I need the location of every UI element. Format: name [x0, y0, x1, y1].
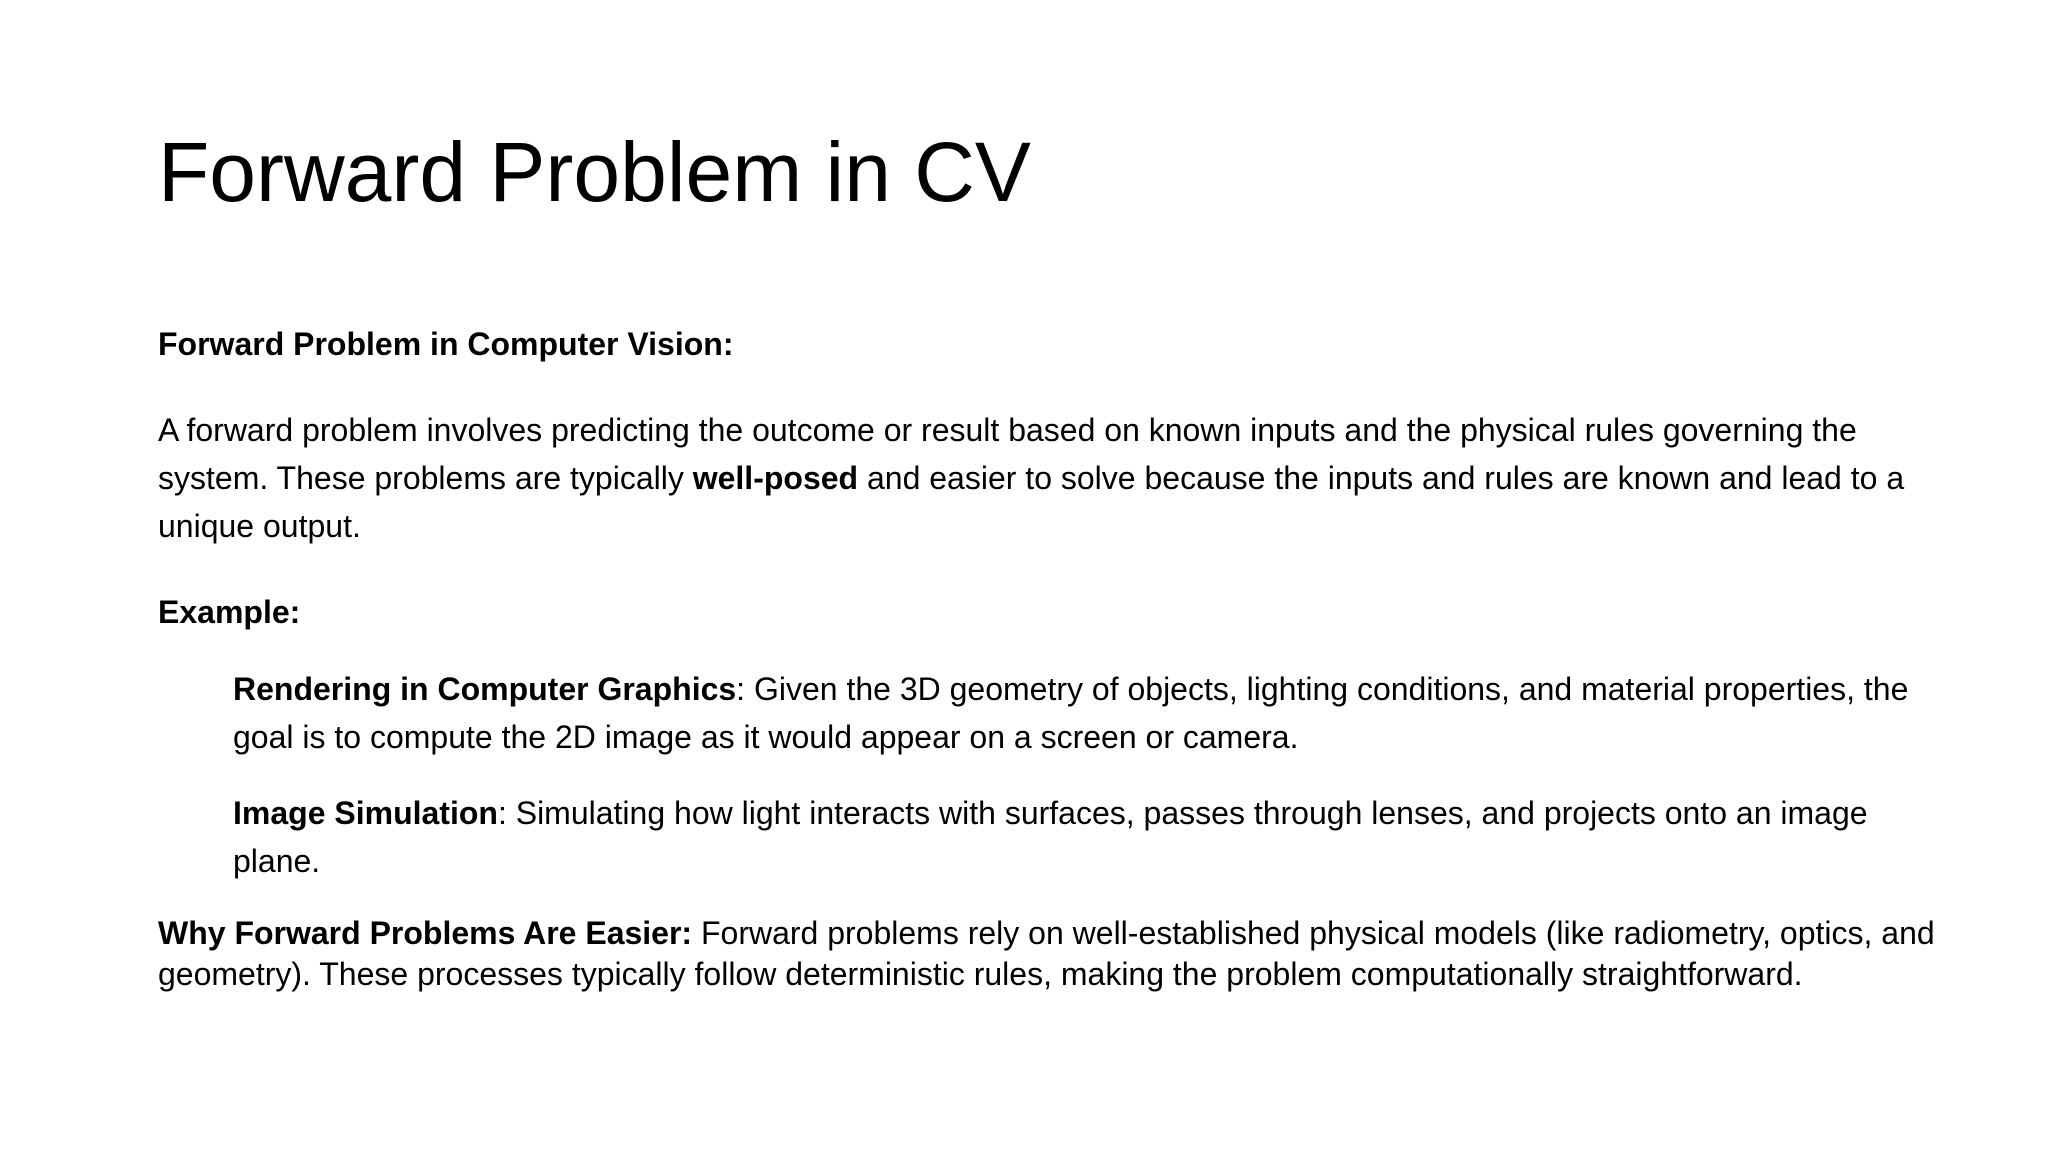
example-item-rendering: [233, 665, 1938, 761]
definition-paragraph: [158, 406, 1938, 550]
slide-body: [158, 320, 1938, 995]
example-text: : Given the 3D geometry of objects, lighting conditions, and material properties, the goal is to compute the 2D image as it would appear on a screen or camera.: [233, 671, 1909, 755]
slide-title: Forward Problem in CV: [158, 125, 1031, 219]
example-term: Image Simulation: [233, 795, 498, 831]
example-text: : Simulating how light interacts with surfaces, passes through lenses, and projects onto an image plane.: [233, 795, 1868, 879]
why-text: Forward problems rely on well-established physical models (like radiometry, optics, and geometry). These processes typically follow deterministic rules, making the problem computationally straightforward.: [158, 915, 1935, 992]
example-item-simulation: [233, 789, 1938, 885]
why-term: Why Forward Problems Are Easier:: [158, 915, 693, 951]
section-heading: Forward Problem in Computer Vision:: [158, 326, 734, 362]
example-term: Rendering in Computer Graphics: [233, 671, 737, 707]
why-paragraph: [158, 913, 1938, 995]
example-heading: Example:: [158, 594, 301, 630]
definition-text-after: and easier to solve because the inputs and rules are known and lead to a unique output.: [158, 460, 1905, 544]
definition-text-before: A forward problem involves predicting the outcome or result based on known inputs and the physical rules governing the system. These problems are typically: [158, 412, 1857, 496]
definition-emphasis: well-posed: [692, 460, 859, 496]
